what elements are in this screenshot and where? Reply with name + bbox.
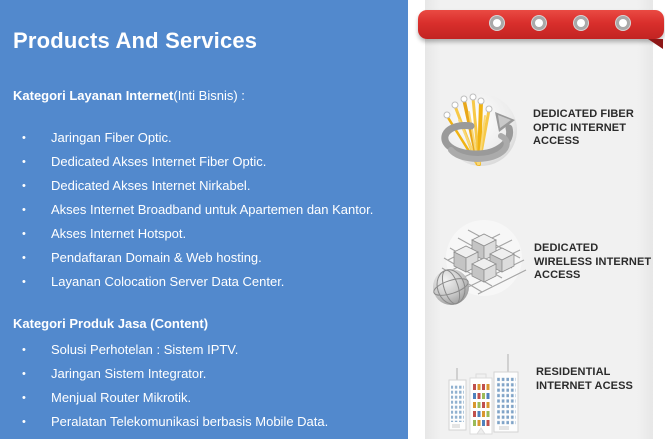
internet-services-list bbox=[13, 126, 408, 294]
list-item-text: Akses Internet Broadband untuk Apartemen dan Kantor. bbox=[51, 202, 374, 217]
bullet-marker: • bbox=[22, 180, 26, 192]
red-bar-page-curl bbox=[648, 39, 663, 49]
list-item-text: Layanan Colocation Server Data Center. bbox=[51, 274, 285, 289]
red-header-bar bbox=[418, 10, 664, 39]
bullet-marker: • bbox=[22, 276, 26, 288]
list-item bbox=[13, 150, 408, 174]
bullet-marker: • bbox=[22, 344, 26, 356]
bullet-marker: • bbox=[22, 416, 26, 428]
heading-bold-part: Kategori Produk Jasa (Content) bbox=[13, 316, 209, 331]
bullet-marker: • bbox=[22, 392, 26, 404]
rivet-dot-icon bbox=[577, 19, 585, 27]
list-item bbox=[13, 246, 408, 270]
heading-regular-part: (Inti Bisnis) : bbox=[173, 88, 245, 103]
list-item bbox=[13, 222, 408, 246]
bullet-marker: • bbox=[22, 156, 26, 168]
list-item bbox=[13, 174, 408, 198]
rivet-dot-icon bbox=[493, 19, 501, 27]
list-item-text: Menjual Router Mikrotik. bbox=[51, 390, 192, 405]
section-heading-content-products bbox=[13, 316, 208, 331]
bullet-marker: • bbox=[22, 132, 26, 144]
page-title: Products And Services bbox=[13, 28, 258, 53]
list-item-text: Jaringan Fiber Optic. bbox=[51, 130, 172, 145]
bullet-marker: • bbox=[22, 252, 26, 264]
list-item-text: Solusi Perhotelan : Sistem IPTV. bbox=[51, 342, 239, 357]
list-item bbox=[13, 126, 408, 150]
wireless-globe-icon bbox=[428, 214, 528, 315]
list-item bbox=[13, 338, 408, 362]
service-label: RESIDENTIAL INTERNET ACESS bbox=[536, 366, 633, 392]
bullet-marker: • bbox=[22, 228, 26, 240]
list-item-text: Peralatan Telekomunikasi berbasis Mobile Data. bbox=[51, 414, 329, 429]
service-row-fiber bbox=[431, 86, 657, 183]
list-item-text: Pendaftaran Domain & Web hosting. bbox=[51, 250, 262, 265]
heading-bold-part: Kategori Layanan Internet bbox=[13, 88, 174, 103]
service-label: DEDICATED WIRELESS INTERNET ACCESS bbox=[534, 242, 652, 281]
content-products-list bbox=[13, 338, 408, 434]
service-row-wireless bbox=[428, 214, 658, 315]
section-heading-internet-services bbox=[13, 88, 245, 103]
list-item-text: Akses Internet Hotspot. bbox=[51, 226, 187, 241]
service-row-residential bbox=[446, 350, 660, 443]
list-item bbox=[13, 198, 408, 222]
list-item bbox=[13, 362, 408, 386]
list-item-text: Dedicated Akses Internet Nirkabel. bbox=[51, 178, 251, 193]
rivet-dot-icon bbox=[535, 19, 543, 27]
list-item-text: Dedicated Akses Internet Fiber Optic. bbox=[51, 154, 267, 169]
bullet-marker: • bbox=[22, 204, 26, 216]
fiber-optic-icon bbox=[431, 86, 525, 183]
bullet-marker: • bbox=[22, 368, 26, 380]
list-item bbox=[13, 270, 408, 294]
city-buildings-icon bbox=[446, 350, 524, 443]
rivet-dot-icon bbox=[619, 19, 627, 27]
service-label: DEDICATED FIBER OPTIC INTERNET ACCESS bbox=[533, 108, 634, 147]
list-item bbox=[13, 410, 408, 434]
list-item bbox=[13, 386, 408, 410]
list-item-text: Jaringan Sistem Integrator. bbox=[51, 366, 207, 381]
